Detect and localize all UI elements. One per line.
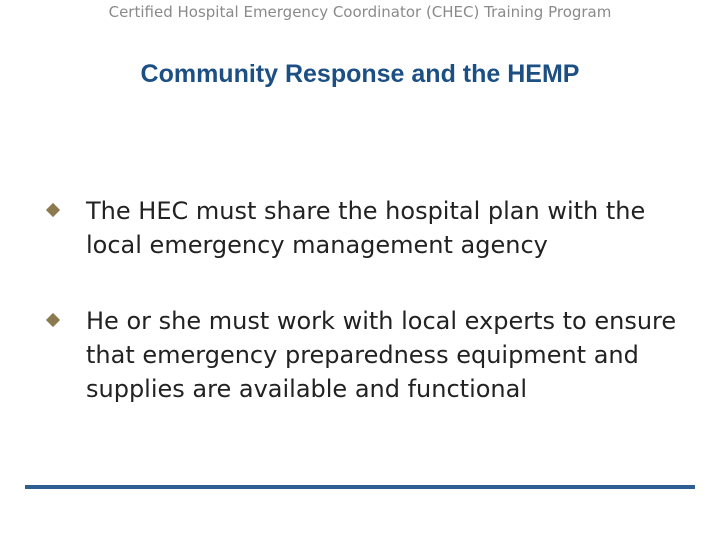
program-header: Certified Hospital Emergency Coordinator (CHEC) Training Program	[108, 3, 612, 21]
bullet-text: The HEC must share the hospital plan with the local emergency management agency	[86, 197, 646, 259]
diamond-bullet-icon	[46, 313, 60, 327]
footer-divider	[25, 485, 695, 489]
bullet-item	[46, 304, 696, 406]
bullet-list	[46, 194, 696, 406]
bullet-text: He or she must work with local experts to ensure that emergency preparedness equipment and supplies are available and functional	[86, 307, 677, 403]
slide-title: Community Response and the HEMP	[140, 60, 580, 88]
bullet-item	[46, 194, 696, 262]
diamond-bullet-icon	[46, 203, 60, 217]
